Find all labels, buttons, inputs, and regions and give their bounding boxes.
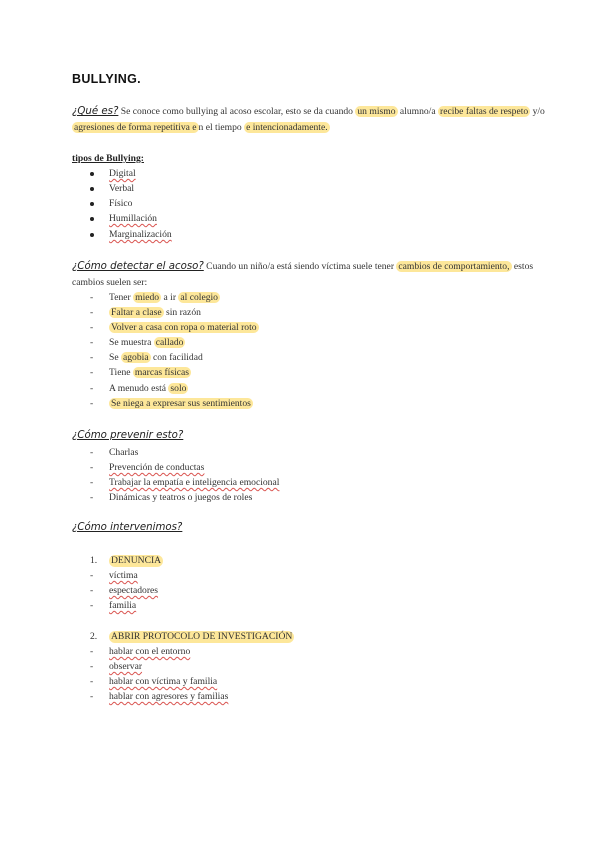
page-title: BULLYING. <box>72 72 141 86</box>
intro-line-1: ¿Qué es? Se conoce como bullying al acoso escolar, esto se da cuando un mismo alumno/a recibe faltas de respeto y/o <box>72 106 545 117</box>
detect-line-2: cambios suelen ser: <box>72 277 148 288</box>
bullet-icon <box>90 172 94 176</box>
detect-question: ¿Cómo detectar el acoso? <box>72 261 204 272</box>
bullet-icon <box>90 233 94 237</box>
bullet-icon <box>90 217 94 221</box>
prevent-heading: ¿Cómo prevenir esto? <box>72 430 184 441</box>
intro-question: ¿Qué es? <box>72 106 119 117</box>
bullet-icon <box>90 202 94 206</box>
document-page: BULLYING. ¿Qué es? Se conoce como bullying al acoso escolar, esto se da cuando un mismo alumno/a recibe faltas de respeto y/o agresiones de forma repetitiva e n el tiempo e intencionadamente. tipos de Bullying: Digital Verbal Físico Humillación Marginalización ¿Cómo detectar el acoso? Cuando un niño/a está siendo víctima suele tener cambios de comportamiento, estos cambios suelen ser: - Tener miedo a ir al colegio - Faltar a clase sin razón - Volver a casa con ropa o material roto - Se muestra callado - Se agobia con facilidad - Tiene marcas físicas - A menudo está solo - Se niega a expresar sus sentimientos ¿Cómo prevenir esto? - Charlas - Prevención de conductas - Trabajar la empatía e inteligencia emocional - Dinámicas y teatros o juegos de roles ¿Cómo intervenimos? 1. DENUNCIA - víctima - espectadores - familia 2. ABRIR PROTOCOLO DE INVESTIGACIÓN - hablar con el entorno - observar - hablar con víctima y familia - hablar con agresores y familias <box>72 72 545 702</box>
types-heading: tipos de Bullying: <box>72 153 144 164</box>
bullet-icon <box>90 187 94 191</box>
detect-line-1: ¿Cómo detectar el acoso? Cuando un niño/a está siendo víctima suele tener cambios de comportamiento, estos <box>72 261 534 272</box>
intervene-heading: ¿Cómo intervenimos? <box>72 522 183 533</box>
intro-line-2: agresiones de forma repetitiva e n el tiempo e intencionadamente. <box>74 122 328 133</box>
